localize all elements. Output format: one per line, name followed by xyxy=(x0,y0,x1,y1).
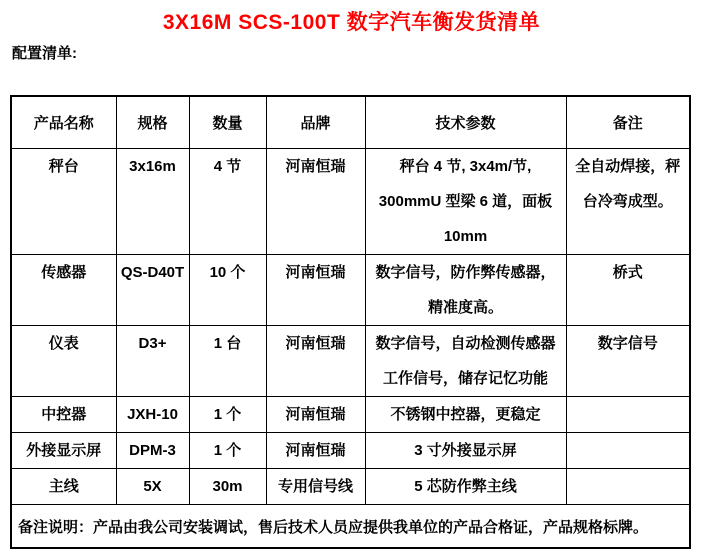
header-spec: 规格 xyxy=(116,96,189,149)
footer-row xyxy=(11,505,690,549)
table-row xyxy=(11,255,690,326)
config-list-label: 配置清单: xyxy=(12,45,77,62)
page-title: 3X16M SCS-100T 数字汽车衡发货清单 xyxy=(162,11,541,34)
product-name-cell: 外接显示屏 xyxy=(11,433,116,469)
note-cell xyxy=(566,397,690,433)
params-cell: 3 寸外接显示屏 xyxy=(365,433,566,469)
spec-cell: D3+ xyxy=(116,326,189,397)
brand-cell: 河南恒瑞 xyxy=(266,149,365,255)
table-row xyxy=(11,397,690,433)
product-name-cell: 秤台 xyxy=(11,149,116,255)
spec-cell: JXH-10 xyxy=(116,397,189,433)
brand-cell: 河南恒瑞 xyxy=(266,255,365,326)
note-cell: 全自动焊接，秤台冷弯成型。 xyxy=(566,149,690,255)
brand-cell: 河南恒瑞 xyxy=(266,326,365,397)
spec-cell: QS-D40T xyxy=(116,255,189,326)
table-row xyxy=(11,326,690,397)
shipping-list-table xyxy=(10,95,691,549)
header-qty: 数量 xyxy=(189,96,266,149)
spec-cell: DPM-3 xyxy=(116,433,189,469)
params-cell: 秤台 4 节, 3x4m/节, 300mmU 型梁 6 道，面板 10mm xyxy=(365,149,566,255)
params-cell: 数字信号，防作弊传感器，精准度高。 xyxy=(365,255,566,326)
header-tech-params: 技术参数 xyxy=(365,96,566,149)
qty-cell: 1 个 xyxy=(189,397,266,433)
product-name-cell: 主线 xyxy=(11,469,116,505)
table-row xyxy=(11,149,690,255)
table-row xyxy=(11,433,690,469)
header-row xyxy=(11,96,690,149)
brand-cell: 专用信号线 xyxy=(266,469,365,505)
params-cell: 5 芯防作弊主线 xyxy=(365,469,566,505)
params-cell: 数字信号，自动检测传感器工作信号，储存记忆功能 xyxy=(365,326,566,397)
note-cell xyxy=(566,433,690,469)
product-name-cell: 中控器 xyxy=(11,397,116,433)
qty-cell: 1 台 xyxy=(189,326,266,397)
note-cell: 数字信号 xyxy=(566,326,690,397)
qty-cell: 4 节 xyxy=(189,149,266,255)
footer-note: 备注说明：产品由我公司安装调试，售后技术人员应提供我单位的产品合格证，产品规格标牌。 xyxy=(11,505,690,549)
product-name-cell: 仪表 xyxy=(11,326,116,397)
note-cell: 桥式 xyxy=(566,255,690,326)
table-row xyxy=(11,469,690,505)
brand-cell: 河南恒瑞 xyxy=(266,433,365,469)
header-product-name: 产品名称 xyxy=(11,96,116,149)
params-cell: 不锈钢中控器，更稳定 xyxy=(365,397,566,433)
qty-cell: 10 个 xyxy=(189,255,266,326)
note-cell xyxy=(566,469,690,505)
product-name-cell: 传感器 xyxy=(11,255,116,326)
qty-cell: 1 个 xyxy=(189,433,266,469)
spec-cell: 3x16m xyxy=(116,149,189,255)
header-note: 备注 xyxy=(566,96,690,149)
spec-cell: 5X xyxy=(116,469,189,505)
header-brand: 品牌 xyxy=(266,96,365,149)
brand-cell: 河南恒瑞 xyxy=(266,397,365,433)
qty-cell: 30m xyxy=(189,469,266,505)
